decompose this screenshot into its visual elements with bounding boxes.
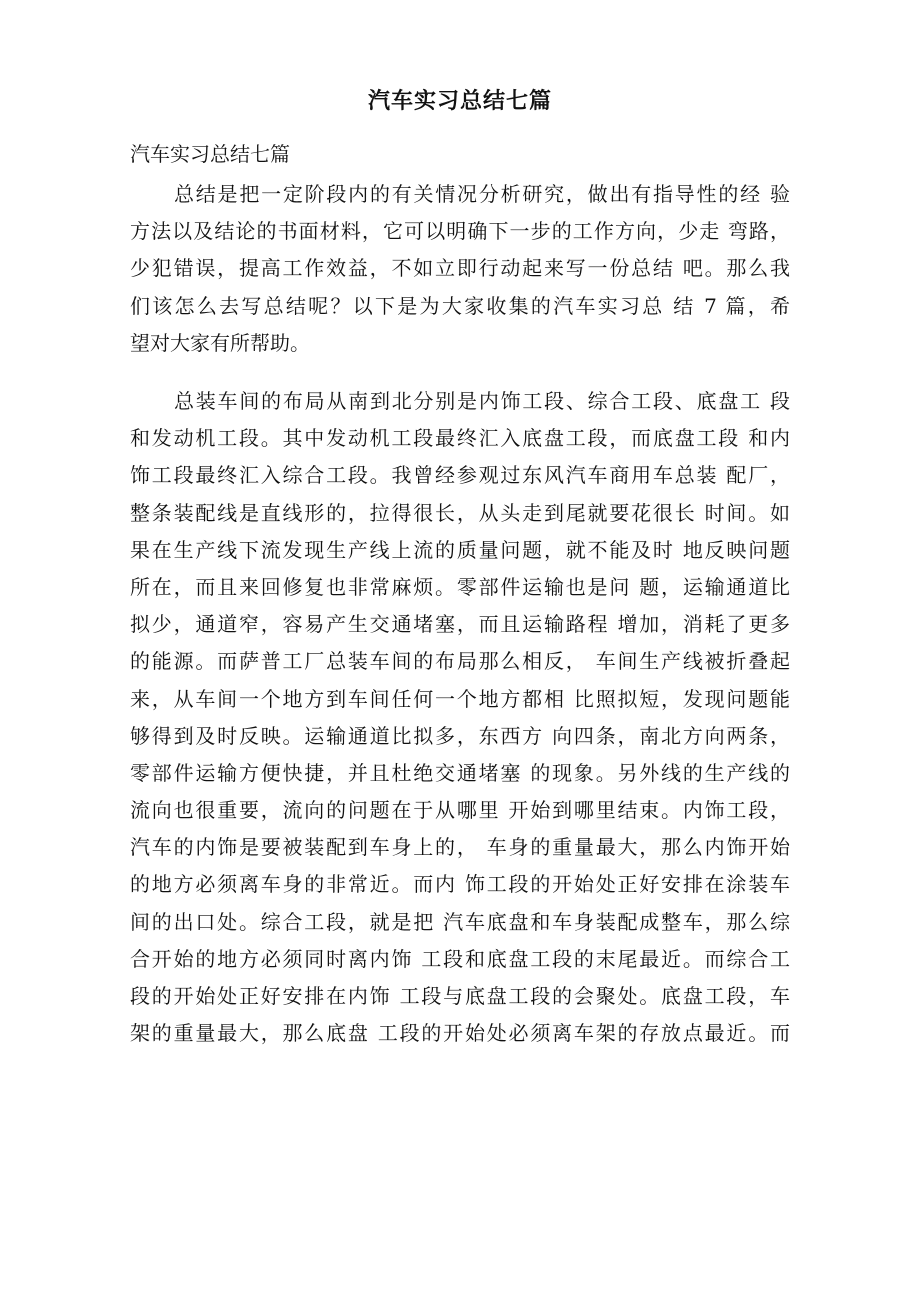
text-line: 方法以及结论的书面材料，它可以明确下一步的工作方向，少走 弯路， [130,219,790,244]
text-line: 少犯错误，提高工作效益，不如立即行动起来写一份总结 吧。那么我 [130,256,790,281]
text-line: 饰工段最终汇入综合工段。我曾经参观过东风汽车商用车总装 配厂， [130,463,790,488]
text-line: 的能源。而萨普工厂总装车间的布局那么相反， 车间生产线被折叠起 [130,649,790,674]
text-line: 总装车间的布局从南到北分别是内饰工段、综合工段、底盘工 段 [174,389,790,413]
text-line: 们该怎么去写总结呢？以下是为大家收集的汽车实习总 结 7 篇，希 [130,293,790,318]
text-line: 架的重量最大，那么底盘 工段的开始处必须离车架的存放点最近。而 [130,1021,790,1046]
text-line: 总结是把一定阶段内的有关情况分析研究，做出有指导性的经 验 [174,182,790,206]
paragraph-intro [130,176,790,362]
text-line: 来，从车间一个地方到车间任何一个地方都相 比照拟短，发现问题能 [130,686,790,711]
text-line: 所在，而且来回修复也非常麻烦。零部件运输也是问 题，运输通道比 [130,574,790,599]
document-subtitle: 汽车实习总结七篇 [130,142,290,166]
text-line: 整条装配线是直线形的，拉得很长，从头走到尾就要花很长 时间。如 [130,500,790,525]
text-line: 流向也很重要，流向的问题在于从哪里 开始到哪里结束。内饰工段， [130,798,790,823]
text-line: 果在生产线下流发现生产线上流的质量问题，就不能及时 地反映问题 [130,537,790,562]
text-line: 的地方必须离车身的非常近。而内 饰工段的开始处正好安排在涂装车 [130,872,790,897]
text-line: 间的出口处。综合工段，就是把 汽车底盘和车身装配成整车，那么综 [130,909,790,934]
text-line: 合开始的地方必须同时离内饰 工段和底盘工段的末尾最近。而综合工 [130,946,790,971]
text-line: 和发动机工段。其中发动机工段最终汇入底盘工段，而底盘工段 和内 [130,426,790,451]
text-line: 汽车的内饰是要被装配到车身上的， 车身的重量最大，那么内饰开始 [130,835,790,860]
text-line: 段的开始处正好安排在内饰 工段与底盘工段的会聚处。底盘工段，车 [130,984,790,1008]
text-line: 拟少，通道窄，容易产生交通堵塞，而且运输路程 增加，消耗了更多 [130,612,790,637]
document-title: 汽车实习总结七篇 [367,88,552,114]
paragraph-body [130,383,790,1052]
text-line: 望对大家有所帮助。 [130,330,310,355]
text-line: 够得到及时反映。运输通道比拟多，东西方 向四条，南北方向两条， [130,723,790,748]
text-line: 零部件运输方便快捷，并且杜绝交通堵塞 的现象。另外线的生产线的 [130,760,790,785]
